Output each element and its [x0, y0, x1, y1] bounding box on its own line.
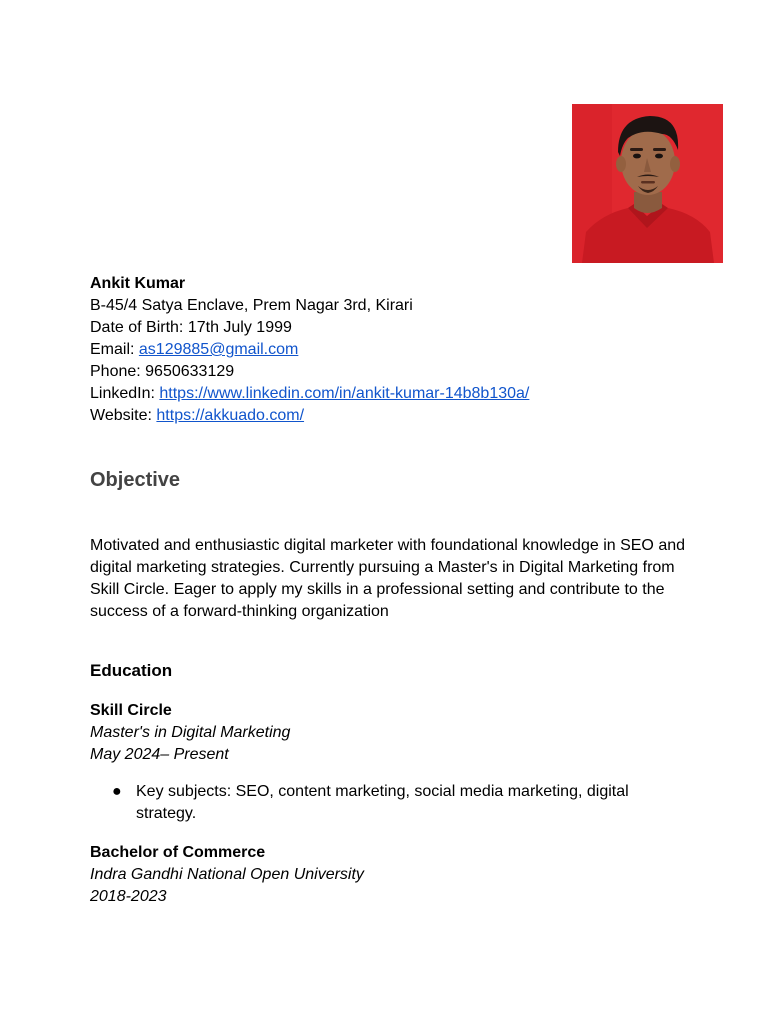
education-institution: Bachelor of Commerce	[90, 844, 266, 861]
date-of-birth: Date of Birth: 17th July 1999	[90, 319, 292, 336]
phone: Phone: 9650633129	[90, 363, 235, 380]
linkedin-label: LinkedIn:	[90, 385, 160, 402]
education-entry	[90, 842, 364, 908]
list-item	[90, 781, 690, 825]
address: B-45/4 Satya Enclave, Prem Nagar 3rd, Kirari	[90, 297, 413, 314]
bullet-text: Key subjects: SEO, content marketing, social media marketing, digital strategy.	[136, 783, 629, 822]
email-label: Email:	[90, 341, 139, 358]
education-bullet-list	[90, 781, 690, 825]
objective-heading: Objective	[90, 469, 181, 491]
linkedin-line	[90, 383, 529, 405]
email-line	[90, 339, 529, 361]
profile-photo-illustration	[572, 104, 723, 263]
candidate-name: Ankit Kumar	[90, 275, 186, 292]
objective-text: Motivated and enthusiastic digital marketer with foundational knowledge in SEO and digital marketing strategies. Currently pursuing a Master's in Digital Marketing from Skill Circle. Eager to apply my skills in a professional setting and contribute to the success of a forward-thinking organization	[90, 537, 686, 620]
education-degree: Master's in Digital Marketing	[90, 724, 291, 741]
education-heading: Education	[90, 661, 173, 680]
contact-block	[90, 273, 529, 427]
website-link[interactable]: https://akkuado.com/	[156, 407, 305, 424]
education-entry	[90, 700, 290, 766]
profile-photo	[572, 104, 723, 263]
linkedin-link[interactable]: https://www.linkedin.com/in/ankit-kumar-14b8b130a/	[159, 385, 530, 402]
website-label: Website:	[90, 407, 157, 424]
education-institution: Skill Circle	[90, 702, 172, 719]
bullet-icon: ●	[112, 783, 122, 800]
education-dates: 2018-2023	[90, 888, 167, 905]
education-degree: Indra Gandhi National Open University	[90, 866, 364, 883]
website-line	[90, 405, 529, 427]
education-dates: May 2024– Present	[90, 746, 229, 763]
email-link[interactable]: as129885@gmail.com	[138, 341, 299, 358]
